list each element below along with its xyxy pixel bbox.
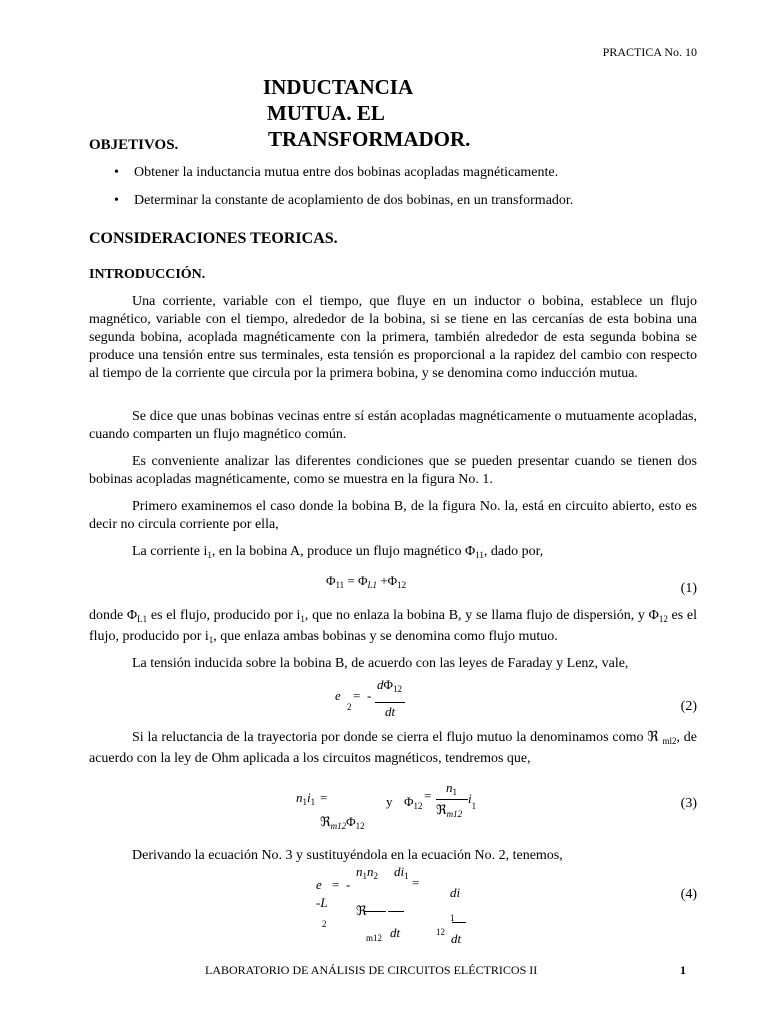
objectives-heading: OBJETIVOS. [89,137,179,153]
equation-number: (3) [680,796,697,811]
practice-number: PRACTICA No. 10 [602,45,697,59]
paragraph: Se dice que unas bobinas vecinas entre sí están acopladas magnéticamente o mutuamente acopladas, cuando comparten un flujo magnético común. [89,409,697,442]
fraction-bar [375,702,405,703]
equation-number: (1) [680,581,697,596]
paragraph: Es conveniente analizar las diferentes condiciones que se pueden presentar cuando se tienen dos bobinas acopladas magnéticamente, como se muestra en la figura No. 1. [89,454,697,487]
equation-number: (2) [680,699,697,714]
equation-1: $\Phi_{11} = \Phi_{L1} +\Phi_{12}$ [326,573,407,590]
fraction-bar [388,911,404,912]
bullet-icon: • [114,165,119,180]
paragraph: Si la reluctancia de la trayectoria por donde se cierra el flujo mutuo la denominamos como ℜ $_{ml2}$, de acuerdo con la ley de Ohm aplicada a los circuitos magnéticos, tendremos que, [89,730,697,766]
bullet-icon: • [114,193,119,208]
equation-3: $n_1i_1$ = $ℜ_{m12}\Phi_{12}$ y $\Phi_{12}$ = $n_1$ ℜ$_{m12}$ $i_1$ [296,780,477,831]
objective-item: • Obtener la inductancia mutua entre dos bobinas acopladas magnéticamente. [114,165,559,180]
paragraph: Una corriente, variable con el tiempo, que fluye en un inductor o bobina, establece un flujo magnético, variable con el tiempo, alrededor de la bobina, si se tiene en las cercanías de esta bobina una segunda bobina, acoplada magnéticamente con la primera, también alrededor de esta segunda bobina se produce una tensión entre sus terminales, esta tensión es proporcional a la rapidez del cambio con respecto al tiempo de la corriente que circula por la primera bobina, y se denomina como inducción mutua. [89,294,697,381]
title-line-3: TRANSFORMADOR. [268,127,471,151]
page-number: 1 [680,963,686,977]
page-title [263,74,470,152]
subsection-heading: INTRODUCCIÓN. [89,267,206,282]
objective-item: • Determinar la constante de acoplamiento de dos bobinas, en un transformador. [114,193,574,208]
equation-number: (4) [680,887,697,902]
fraction-bar [452,922,466,923]
paragraph: La corriente $i_1$, en la bobina A, produce un flujo magnético $\Phi_{11}$, dado por, [132,544,544,560]
paragraph: Primero examinemos el caso donde la bobina B, de la figura No. la, está en circuito abierto, esto es decir no circula corriente por ella, [89,499,697,532]
equation-4: e = - -L 2 $n_1n_2$ $di_1$ = ℜ m12 dt di 1 12 dt [316,865,486,945]
paragraph: La tensión inducida sobre la bobina B, de acuerdo con las leyes de Faraday y Lenz, vale, [132,656,629,671]
paragraph: donde $\Phi_{L1}$ es el flujo, producido por $i_1$, que no enlaza la bobina B, y se llama flujo de dispersión, y $\Phi_{12}$ es el flujo, producido por $i_1$, que enlaza ambas bobinas y se denomina como flujo mutuo. [89,608,698,645]
fraction-bar [364,911,386,912]
footer-text: LABORATORIO DE ANÁLISIS DE CIRCUITOS ELÉCTRICOS II [205,963,538,977]
section-heading: CONSIDERACIONES TEORICAS. [89,230,338,247]
fraction-bar [436,799,468,800]
paragraph: Derivando la ecuación No. 3 y sustituyéndola en la ecuación No. 2, tenemos, [132,848,563,863]
title-line-1: INDUCTANCIA [263,75,414,99]
title-line-2: MUTUA. EL [267,101,385,125]
